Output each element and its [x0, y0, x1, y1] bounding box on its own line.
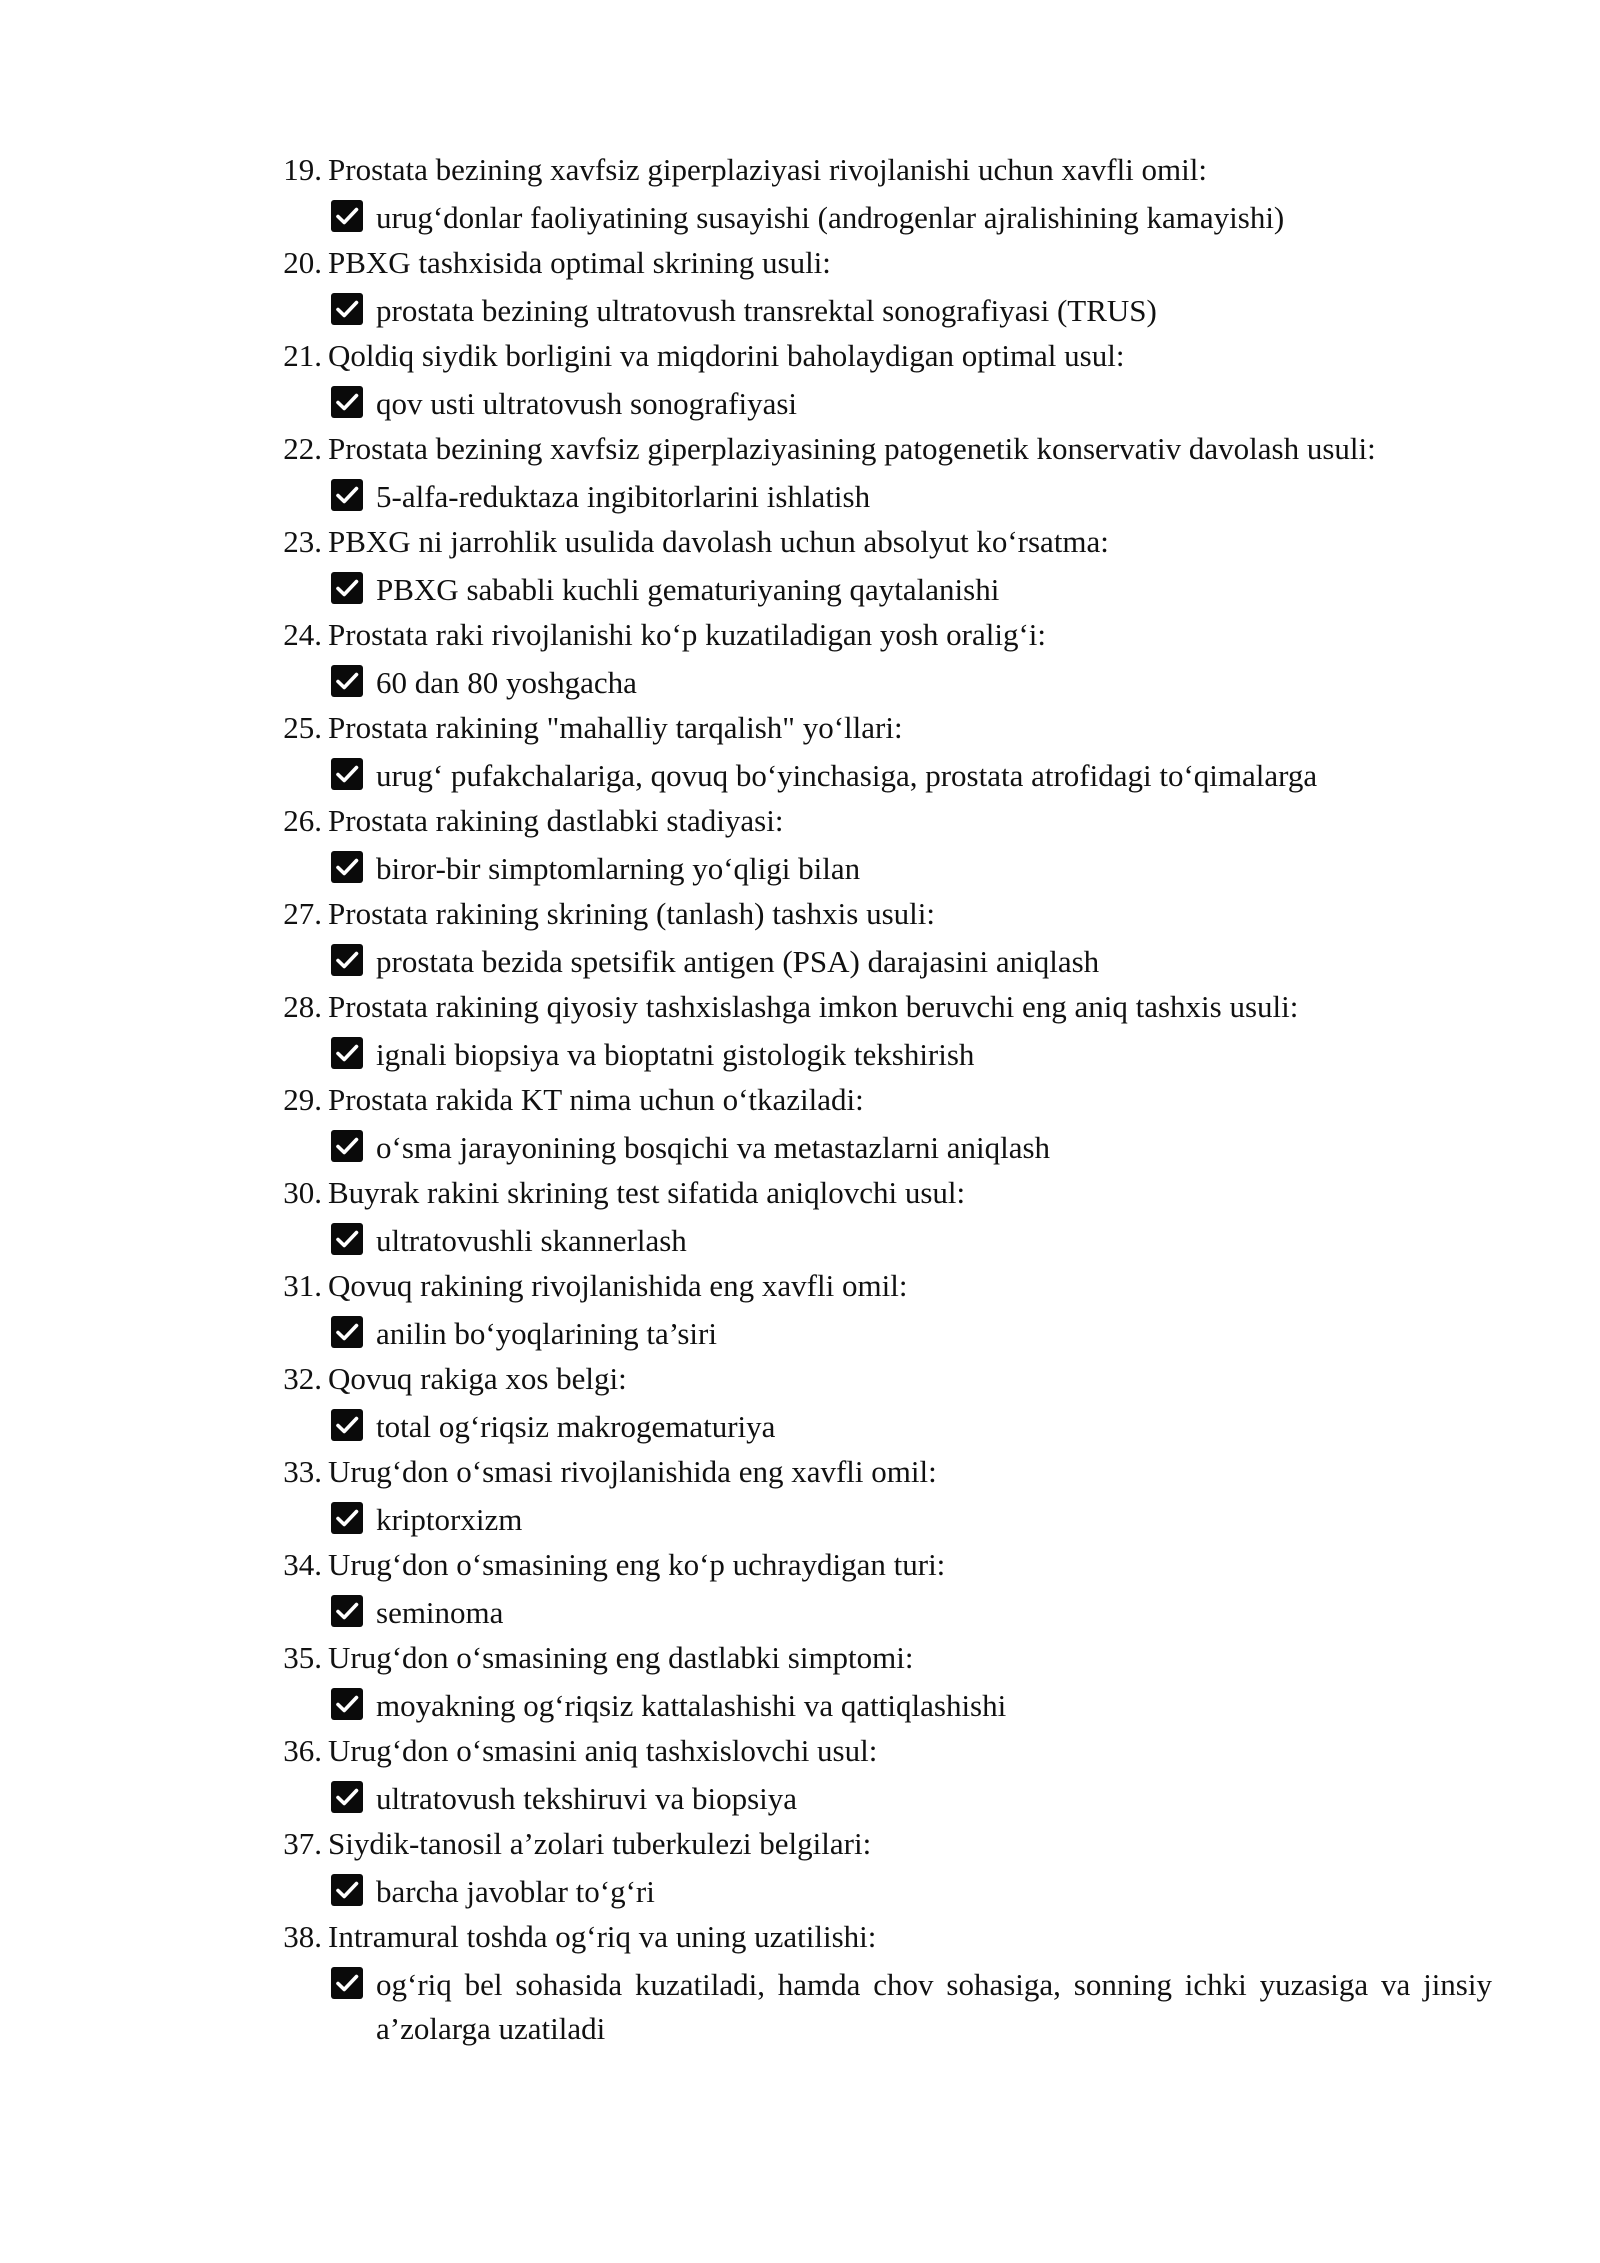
answer-line	[272, 847, 1492, 893]
answer-line	[272, 1498, 1492, 1544]
answer-text: total og‘riqsiz makrogematuriya	[376, 1409, 776, 1444]
list-item	[272, 1731, 1492, 1823]
question-text: Siydik-tanosil a’zolari tuberkulezi belgilari:	[328, 1826, 872, 1861]
question-line	[272, 243, 1492, 289]
question-line	[272, 1917, 1492, 1963]
list-item	[272, 708, 1492, 800]
answer-text: urug‘donlar faoliyatining susayishi (androgenlar ajralishining kamayishi)	[376, 200, 1285, 235]
checkbox-checked-icon	[330, 199, 364, 233]
question-text: Urug‘don o‘smasining eng dastlabki simptomi:	[328, 1640, 914, 1675]
list-item	[272, 1359, 1492, 1451]
checkbox-checked-icon	[330, 1129, 364, 1163]
answer-line	[272, 1591, 1492, 1637]
answer-line	[272, 940, 1492, 986]
answer-text: kriptorxizm	[376, 1502, 523, 1537]
question-text: Prostata rakida KT nima uchun o‘tkaziladi:	[328, 1082, 864, 1117]
answer-line	[272, 196, 1492, 242]
question-number: 37.	[283, 1826, 322, 1861]
question-number: 34.	[283, 1547, 322, 1582]
answer-line	[272, 289, 1492, 335]
checkbox-checked-icon	[330, 1036, 364, 1070]
question-text: Prostata bezining xavfsiz giperplaziyasining patogenetik konservativ davolash usuli:	[328, 431, 1376, 466]
answer-text: ignali biopsiya va bioptatni gistologik tekshirish	[376, 1037, 975, 1072]
question-text: Urug‘don o‘smasi rivojlanishida eng xavfli omil:	[328, 1454, 937, 1489]
answer-text: 60 dan 80 yoshgacha	[376, 665, 637, 700]
checkbox-checked-icon	[330, 757, 364, 791]
answer-text: ultratovush tekshiruvi va biopsiya	[376, 1781, 798, 1816]
checkbox-checked-icon	[330, 1408, 364, 1442]
list-item	[272, 615, 1492, 707]
answer-line	[272, 1963, 1492, 2051]
question-text: Prostata rakining dastlabki stadiyasi:	[328, 803, 784, 838]
question-number: 21.	[283, 338, 322, 373]
question-number: 25.	[283, 710, 322, 745]
list-item	[272, 801, 1492, 893]
question-number: 29.	[283, 1082, 322, 1117]
answer-text: PBXG sababli kuchli gematuriyaning qaytalanishi	[376, 572, 1000, 607]
checkbox-checked-icon	[330, 664, 364, 698]
checkbox-checked-icon	[330, 1873, 364, 1907]
question-line	[272, 1638, 1492, 1684]
answer-text: barcha javoblar to‘g‘ri	[376, 1874, 655, 1909]
question-text: Urug‘don o‘smasini aniq tashxislovchi usul:	[328, 1733, 878, 1768]
list-item	[272, 1917, 1492, 2051]
answer-line	[272, 754, 1492, 800]
question-text: Urug‘don o‘smasining eng ko‘p uchraydigan turi:	[328, 1547, 946, 1582]
question-text: Qoldiq siydik borligini va miqdorini baholaydigan optimal usul:	[328, 338, 1125, 373]
question-number: 38.	[283, 1919, 322, 1954]
question-text: Qovuq rakiga xos belgi:	[328, 1361, 627, 1396]
answer-text: anilin bo‘yoqlarining ta’siri	[376, 1316, 717, 1351]
checkbox-checked-icon	[330, 1780, 364, 1814]
answer-line	[272, 1777, 1492, 1823]
answer-text: moyakning og‘riqsiz kattalashishi va qattiqlashishi	[376, 1688, 1007, 1723]
list-item	[272, 1638, 1492, 1730]
answer-text: seminoma	[376, 1595, 504, 1630]
answer-line	[272, 475, 1492, 521]
question-line	[272, 429, 1492, 475]
question-text: Prostata rakining "mahalliy tarqalish" yo‘llari:	[328, 710, 903, 745]
question-text: Prostata rakining skrining (tanlash) tashxis usuli:	[328, 896, 936, 931]
list-item	[272, 1545, 1492, 1637]
list-item	[272, 429, 1492, 521]
answer-text: prostata bezining ultratovush transrektal sonografiyasi (TRUS)	[376, 293, 1157, 328]
question-number: 22.	[283, 431, 322, 466]
checkbox-checked-icon	[330, 943, 364, 977]
list-item	[272, 987, 1492, 1079]
list-item	[272, 243, 1492, 335]
question-number: 26.	[283, 803, 322, 838]
checkbox-checked-icon	[330, 478, 364, 512]
question-line	[272, 1824, 1492, 1870]
question-line	[272, 1731, 1492, 1777]
checkbox-checked-icon	[330, 850, 364, 884]
question-line	[272, 1266, 1492, 1312]
answer-text: ultratovushli skannerlash	[376, 1223, 687, 1258]
list-item	[272, 522, 1492, 614]
question-number: 36.	[283, 1733, 322, 1768]
question-line	[272, 801, 1492, 847]
question-number: 27.	[283, 896, 322, 931]
question-number: 28.	[283, 989, 322, 1024]
question-text: Prostata raki rivojlanishi ko‘p kuzatiladigan yosh oralig‘i:	[328, 617, 1047, 652]
answer-line	[272, 1684, 1492, 1730]
question-number: 33.	[283, 1454, 322, 1489]
checkbox-checked-icon	[330, 571, 364, 605]
checkbox-checked-icon	[330, 292, 364, 326]
question-text: Qovuq rakining rivojlanishida eng xavfli omil:	[328, 1268, 908, 1303]
question-line	[272, 615, 1492, 661]
list-item	[272, 1080, 1492, 1172]
answer-text: qov usti ultratovush sonografiyasi	[376, 386, 798, 421]
answer-line	[272, 1219, 1492, 1265]
answer-line	[272, 661, 1492, 707]
question-number: 31.	[283, 1268, 322, 1303]
question-line	[272, 522, 1492, 568]
list-item	[272, 336, 1492, 428]
question-number: 23.	[283, 524, 322, 559]
answer-text: 5-alfa-reduktaza ingibitorlarini ishlatish	[376, 479, 871, 514]
checkbox-checked-icon	[330, 1687, 364, 1721]
question-line	[272, 336, 1492, 382]
answer-line	[272, 568, 1492, 614]
question-text: PBXG ni jarrohlik usulida davolash uchun absolyut ko‘rsatma:	[328, 524, 1109, 559]
answer-text: biror-bir simptomlarning yo‘qligi bilan	[376, 851, 861, 886]
question-number: 32.	[283, 1361, 322, 1396]
list-item	[272, 1452, 1492, 1544]
checkbox-checked-icon	[330, 385, 364, 419]
question-line	[272, 1545, 1492, 1591]
question-number: 24.	[283, 617, 322, 652]
question-list	[272, 150, 1492, 2052]
question-text: Buyrak rakini skrining test sifatida aniqlovchi usul:	[328, 1175, 966, 1210]
checkbox-checked-icon	[330, 1501, 364, 1535]
list-item	[272, 150, 1492, 242]
answer-line	[272, 1870, 1492, 1916]
answer-line	[272, 382, 1492, 428]
question-number: 35.	[283, 1640, 322, 1675]
answer-line	[272, 1126, 1492, 1172]
question-line	[272, 894, 1492, 940]
checkbox-checked-icon	[330, 1966, 364, 2000]
checkbox-checked-icon	[330, 1222, 364, 1256]
checkbox-checked-icon	[330, 1315, 364, 1349]
answer-text: urug‘ pufakchalariga, qovuq bo‘yinchasiga, prostata atrofidagi to‘qimalarga	[376, 758, 1318, 793]
question-line	[272, 150, 1492, 196]
question-line	[272, 1452, 1492, 1498]
answer-line	[272, 1312, 1492, 1358]
checkbox-checked-icon	[330, 1594, 364, 1628]
question-text: Prostata bezining xavfsiz giperplaziyasi rivojlanishi uchun xavfli omil:	[328, 152, 1207, 187]
question-line	[272, 1173, 1492, 1219]
answer-text: prostata bezida spetsifik antigen (PSA) darajasini aniqlash	[376, 944, 1100, 979]
question-line	[272, 708, 1492, 754]
question-text: Intramural toshda og‘riq va uning uzatilishi:	[328, 1919, 877, 1954]
question-text: PBXG tashxisida optimal skrining usuli:	[328, 245, 831, 280]
question-number: 30.	[283, 1175, 322, 1210]
question-line	[272, 1359, 1492, 1405]
question-text: Prostata rakining qiyosiy tashxislashga imkon beruvchi eng aniq tashxis usuli:	[328, 989, 1299, 1024]
answer-text: o‘sma jarayonining bosqichi va metastazlarni aniqlash	[376, 1130, 1051, 1165]
question-number: 19.	[283, 152, 322, 187]
answer-text: og‘riq bel sohasida kuzatiladi, hamda chov sohasiga, sonning ichki yuzasiga va jinsiy a’zolarga uzatiladi	[376, 1967, 1492, 2046]
answer-line	[272, 1033, 1492, 1079]
list-item	[272, 894, 1492, 986]
question-line	[272, 987, 1492, 1033]
list-item	[272, 1266, 1492, 1358]
list-item	[272, 1173, 1492, 1265]
list-item	[272, 1824, 1492, 1916]
question-line	[272, 1080, 1492, 1126]
answer-line	[272, 1405, 1492, 1451]
question-number: 20.	[283, 245, 322, 280]
